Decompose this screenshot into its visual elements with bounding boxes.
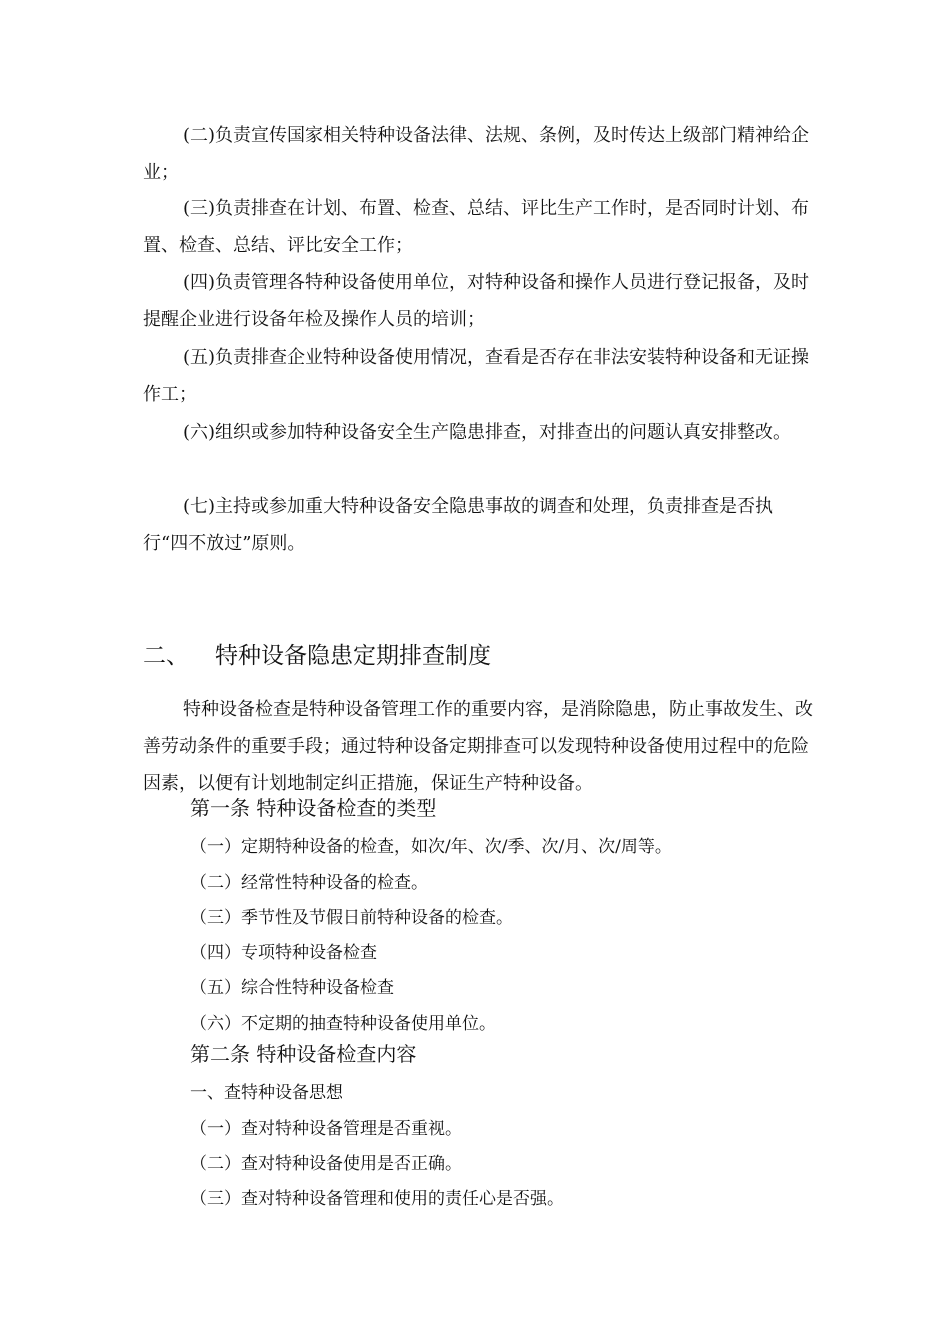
- duty-paragraph-7: (七)主持或参加重大特种设备安全隐患事故的调查和处理，负责排查是否执行“四不放过”原则。: [143, 496, 774, 554]
- section-title: 特种设备隐患定期排查制度: [215, 643, 491, 669]
- section-heading: [143, 640, 491, 672]
- duty-paragraph-5: (五)负责排查企业特种设备使用情况，查看是否存在非法安装特种设备和无证操作工；: [143, 347, 810, 405]
- section-intro: 特种设备检查是特种设备管理工作的重要内容，是消除隐患，防止事故发生、改善劳动条件的重要手段；通过特种设备定期排查可以发现特种设备使用过程中的危险因素，以便有计划地制定纠正措施，保证生产特种设备。: [143, 699, 813, 794]
- article-1-item-6: （六）不定期的抽查特种设备使用单位。: [190, 1014, 496, 1034]
- article-2-item-1: （一）查对特种设备管理是否重视。: [190, 1119, 462, 1139]
- article-1-item-5: （五）综合性特种设备检查: [190, 978, 394, 998]
- duty-paragraph-6: (六)组织或参加特种设备安全生产隐患排查，对排查出的问题认真安排整改。: [183, 422, 792, 443]
- article-1-item-4: （四）专项特种设备检查: [190, 943, 377, 963]
- article-1-item-3: （三）季节性及节假日前特种设备的检查。: [190, 908, 513, 928]
- article-2-subheading: 一、查特种设备思想: [190, 1083, 343, 1103]
- duty-paragraph-2: (二)负责宣传国家相关特种设备法律、法规、条例，及时传达上级部门精神给企业；: [143, 125, 810, 183]
- article-2-item-3: （三）查对特种设备管理和使用的责任心是否强。: [190, 1189, 564, 1209]
- section-number: 二、: [143, 643, 189, 669]
- article-2-title: 第二条 特种设备检查内容: [190, 1042, 417, 1066]
- article-1-item-1: （一）定期特种设备的检查，如次/年、次/季、次/月、次/周等。: [190, 837, 672, 857]
- duty-paragraph-4: (四)负责管理各特种设备使用单位，对特种设备和操作人员进行登记报备，及时提醒企业进行设备年检及操作人员的培训；: [143, 272, 810, 330]
- duty-paragraph-3: (三)负责排查在计划、布置、检查、总结、评比生产工作时，是否同时计划、布置、检查、总结、评比安全工作；: [143, 198, 810, 256]
- article-1-item-2: （二）经常性特种设备的检查。: [190, 873, 428, 893]
- article-1-title: 第一条 特种设备检查的类型: [190, 796, 437, 820]
- article-2-item-2: （二）查对特种设备使用是否正确。: [190, 1154, 462, 1174]
